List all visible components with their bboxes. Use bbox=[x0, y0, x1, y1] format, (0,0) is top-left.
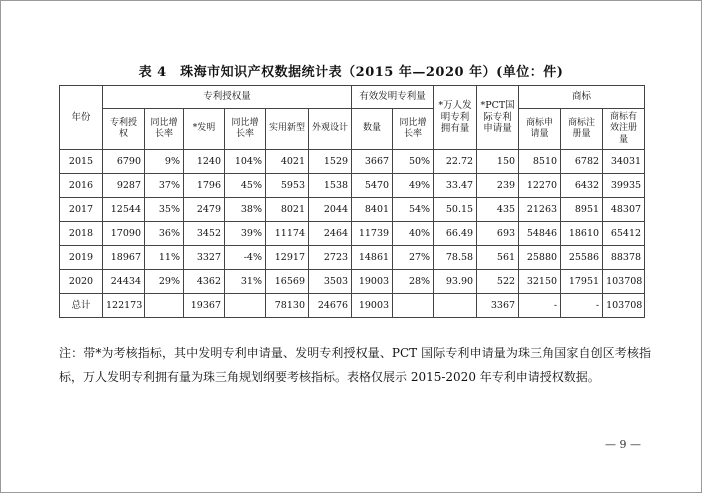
table-cell: 14861 bbox=[352, 246, 393, 270]
table-cell: 3367 bbox=[477, 294, 519, 318]
table-cell: 18967 bbox=[103, 246, 145, 270]
table-cell bbox=[225, 294, 266, 318]
table-cell: 2464 bbox=[309, 222, 352, 246]
table-cell: 5953 bbox=[266, 174, 309, 198]
table-cell: 8401 bbox=[352, 198, 393, 222]
table-cell: 24434 bbox=[103, 270, 145, 294]
table-cell bbox=[393, 294, 434, 318]
table-cell bbox=[145, 294, 184, 318]
table-cell: 3503 bbox=[309, 270, 352, 294]
header-patent-grant: 专利授权 bbox=[103, 109, 145, 150]
table-cell: 78.58 bbox=[434, 246, 477, 270]
table-row bbox=[60, 198, 645, 222]
table-cell: 1529 bbox=[309, 150, 352, 174]
table-row bbox=[60, 294, 645, 318]
table-cell: 4021 bbox=[266, 150, 309, 174]
table-cell: 122173 bbox=[103, 294, 145, 318]
table-cell: 22.72 bbox=[434, 150, 477, 174]
table-cell: 2723 bbox=[309, 246, 352, 270]
header-year: 年份 bbox=[60, 86, 103, 150]
header-yoy-1: 同比增长率 bbox=[145, 109, 184, 150]
table-cell: 12544 bbox=[103, 198, 145, 222]
table-row bbox=[60, 150, 645, 174]
table-cell: 6432 bbox=[561, 174, 603, 198]
header-valid-count: 数量 bbox=[352, 109, 393, 150]
table-cell: 34031 bbox=[603, 150, 645, 174]
table-cell: 239 bbox=[477, 174, 519, 198]
table-cell: 19003 bbox=[352, 270, 393, 294]
table-cell: 39% bbox=[225, 222, 266, 246]
row-label-cell: 总计 bbox=[60, 294, 103, 318]
table-cell: 35% bbox=[145, 198, 184, 222]
header-tm-apply: 商标申请量 bbox=[519, 109, 561, 150]
table-cell: 28% bbox=[393, 270, 434, 294]
table-cell: 11% bbox=[145, 246, 184, 270]
table-cell: 693 bbox=[477, 222, 519, 246]
row-label-cell: 2016 bbox=[60, 174, 103, 198]
table-cell: 104% bbox=[225, 150, 266, 174]
header-design: 外观设计 bbox=[309, 109, 352, 150]
table-cell: 103708 bbox=[603, 270, 645, 294]
row-label-cell: 2015 bbox=[60, 150, 103, 174]
table-cell: 88378 bbox=[603, 246, 645, 270]
table-cell: 78130 bbox=[266, 294, 309, 318]
table-cell bbox=[434, 294, 477, 318]
table-cell: - bbox=[561, 294, 603, 318]
header-tm-reg: 商标注册量 bbox=[561, 109, 603, 150]
table-cell: 29% bbox=[145, 270, 184, 294]
table-cell: 24676 bbox=[309, 294, 352, 318]
table-cell: 3452 bbox=[184, 222, 225, 246]
table-cell: 27% bbox=[393, 246, 434, 270]
table-cell: 40% bbox=[393, 222, 434, 246]
table-row bbox=[60, 222, 645, 246]
table-cell: 18610 bbox=[561, 222, 603, 246]
table-cell: 37% bbox=[145, 174, 184, 198]
table-cell: 8021 bbox=[266, 198, 309, 222]
table-cell: 25586 bbox=[561, 246, 603, 270]
table-cell: 38% bbox=[225, 198, 266, 222]
header-pct: *PCT国际专利申请量 bbox=[477, 86, 519, 150]
table-cell: 3667 bbox=[352, 150, 393, 174]
table-body bbox=[60, 150, 645, 318]
table-cell: 522 bbox=[477, 270, 519, 294]
row-label-cell: 2019 bbox=[60, 246, 103, 270]
table-cell: 19367 bbox=[184, 294, 225, 318]
table-cell: 50.15 bbox=[434, 198, 477, 222]
table-cell: 3327 bbox=[184, 246, 225, 270]
table-row bbox=[60, 174, 645, 198]
table-cell: 8510 bbox=[519, 150, 561, 174]
table-cell: 6782 bbox=[561, 150, 603, 174]
table-cell: 48307 bbox=[603, 198, 645, 222]
ip-statistics-table bbox=[59, 85, 645, 318]
table-cell: 33.47 bbox=[434, 174, 477, 198]
table-cell: - bbox=[519, 294, 561, 318]
table-cell: 54% bbox=[393, 198, 434, 222]
table-cell: 150 bbox=[477, 150, 519, 174]
table-cell: 435 bbox=[477, 198, 519, 222]
header-grant-group: 专利授权量 bbox=[103, 86, 352, 109]
header-yoy-2: 同比增长率 bbox=[225, 109, 266, 150]
table-cell: 32150 bbox=[519, 270, 561, 294]
header-tm-valid: 商标有效注册量 bbox=[603, 109, 645, 150]
table-cell: 21263 bbox=[519, 198, 561, 222]
table-cell: 2479 bbox=[184, 198, 225, 222]
table-cell: 17951 bbox=[561, 270, 603, 294]
table-cell: 36% bbox=[145, 222, 184, 246]
table-cell: 9287 bbox=[103, 174, 145, 198]
table-cell: 65412 bbox=[603, 222, 645, 246]
table-note: 注：带*为考核指标，其中发明专利申请量、发明专利授权量、PCT 国际专利申请量为珠三角国家自创区考核指标，万人发明专利拥有量为珠三角规划纲要考核指标。表格仅展示 2015-2020 年专利申请授权数据。 bbox=[59, 346, 651, 384]
header-trademark-group: 商标 bbox=[519, 86, 645, 109]
header-valid-group: 有效发明专利量 bbox=[352, 86, 434, 109]
table-row bbox=[60, 246, 645, 270]
table-cell: 11174 bbox=[266, 222, 309, 246]
header-yoy-3: 同比增长率 bbox=[393, 109, 434, 150]
page-number: — 9 — bbox=[605, 438, 641, 451]
table-cell: 16569 bbox=[266, 270, 309, 294]
table-cell: 25880 bbox=[519, 246, 561, 270]
table-cell: 103708 bbox=[603, 294, 645, 318]
header-invention: *发明 bbox=[184, 109, 225, 150]
row-label-cell: 2020 bbox=[60, 270, 103, 294]
table-cell: 54846 bbox=[519, 222, 561, 246]
table-cell: 12917 bbox=[266, 246, 309, 270]
header-per10k: *万人发明专利拥有量 bbox=[434, 86, 477, 150]
table-cell: 9% bbox=[145, 150, 184, 174]
row-label-cell: 2017 bbox=[60, 198, 103, 222]
row-label-cell: 2018 bbox=[60, 222, 103, 246]
table-cell: 1240 bbox=[184, 150, 225, 174]
table-cell: 6790 bbox=[103, 150, 145, 174]
table-cell: 17090 bbox=[103, 222, 145, 246]
table-cell: 49% bbox=[393, 174, 434, 198]
table-cell: 19003 bbox=[352, 294, 393, 318]
table-cell: 561 bbox=[477, 246, 519, 270]
table-cell: 39935 bbox=[603, 174, 645, 198]
table-row bbox=[60, 270, 645, 294]
table-cell: 1796 bbox=[184, 174, 225, 198]
table-cell: 12270 bbox=[519, 174, 561, 198]
table-title: 表 4 珠海市知识产权数据统计表（2015 年—2020 年）(单位：件) bbox=[138, 65, 564, 80]
table-cell: 8951 bbox=[561, 198, 603, 222]
table-cell: 2044 bbox=[309, 198, 352, 222]
table-cell: 11739 bbox=[352, 222, 393, 246]
header-utility: 实用新型 bbox=[266, 109, 309, 150]
table-cell: 93.90 bbox=[434, 270, 477, 294]
table-cell: 4362 bbox=[184, 270, 225, 294]
table-cell: 50% bbox=[393, 150, 434, 174]
table-cell: 5470 bbox=[352, 174, 393, 198]
table-cell: 66.49 bbox=[434, 222, 477, 246]
table-cell: 1538 bbox=[309, 174, 352, 198]
table-cell: -4% bbox=[225, 246, 266, 270]
table-cell: 45% bbox=[225, 174, 266, 198]
table-cell: 31% bbox=[225, 270, 266, 294]
